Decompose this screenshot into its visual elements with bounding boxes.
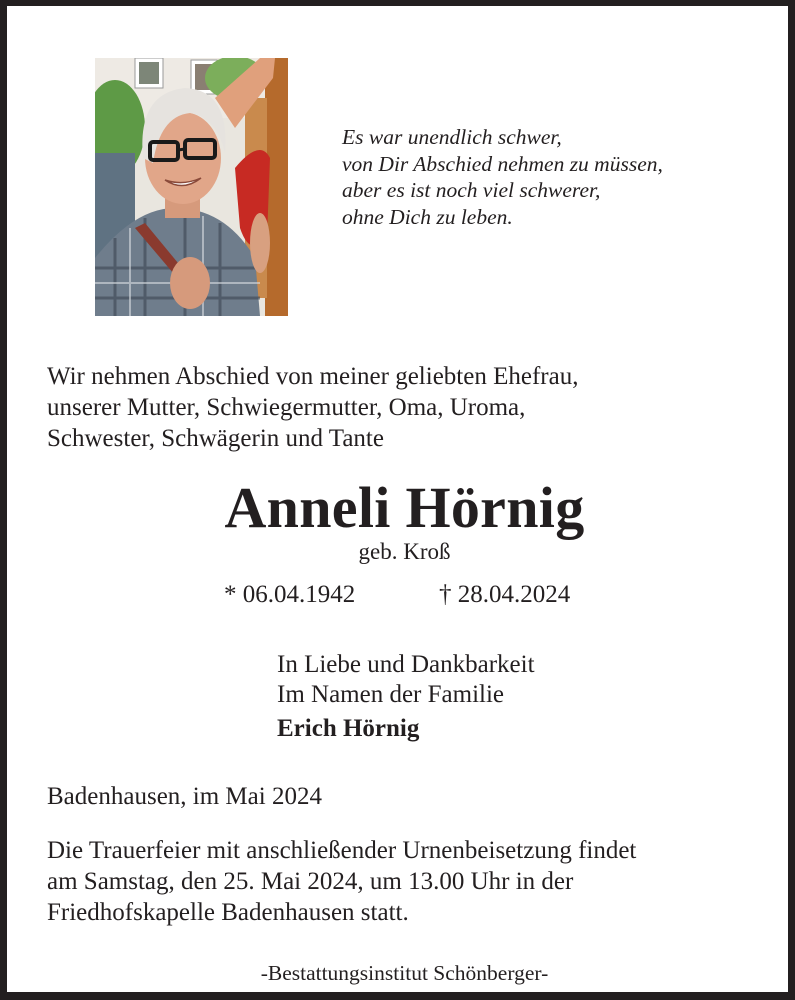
intro-line: Wir nehmen Abschied von meiner geliebten Ehefrau, <box>47 363 579 390</box>
poem-line: aber es ist noch viel schwerer, <box>342 178 601 202</box>
birth-date: * 06.04.1942 <box>224 581 356 608</box>
poem-line: ohne Dich zu leben. <box>342 204 513 229</box>
deceased-name: Anneli Hörnig <box>224 475 585 540</box>
memorial-poem <box>342 124 663 230</box>
maiden-name: geb. Kroß <box>358 539 451 564</box>
funeral-service-info <box>47 835 636 928</box>
place-date: Badenhausen, im Mai 2024 <box>47 783 322 810</box>
poem-line: Es war unendlich schwer, <box>342 125 562 149</box>
intro-line: unserer Mutter, Schwiegermutter, Oma, Uroma, <box>47 394 526 421</box>
service-line: Friedhofskapelle Badenhausen statt. <box>47 899 409 926</box>
portrait-photo <box>95 58 288 316</box>
poem-line: von Dir Abschied nehmen zu müssen, <box>342 151 663 176</box>
signer-name: Erich Hörnig <box>277 715 420 742</box>
funeral-home: -Bestattungsinstitut Schönberger- <box>260 961 549 985</box>
death-date: † 28.04.2024 <box>439 581 571 608</box>
closing-line: In Liebe und Dankbarkeit <box>277 651 535 678</box>
farewell-intro <box>47 361 578 454</box>
service-line: am Samstag, den 25. Mai 2024, um 13.00 Uhr in der <box>47 868 574 895</box>
service-line: Die Trauerfeier mit anschließender Urnenbeisetzung findet <box>47 837 637 864</box>
intro-line: Schwester, Schwägerin und Tante <box>47 425 384 452</box>
closing-words <box>277 650 535 710</box>
closing-line: Im Namen der Familie <box>277 681 505 708</box>
